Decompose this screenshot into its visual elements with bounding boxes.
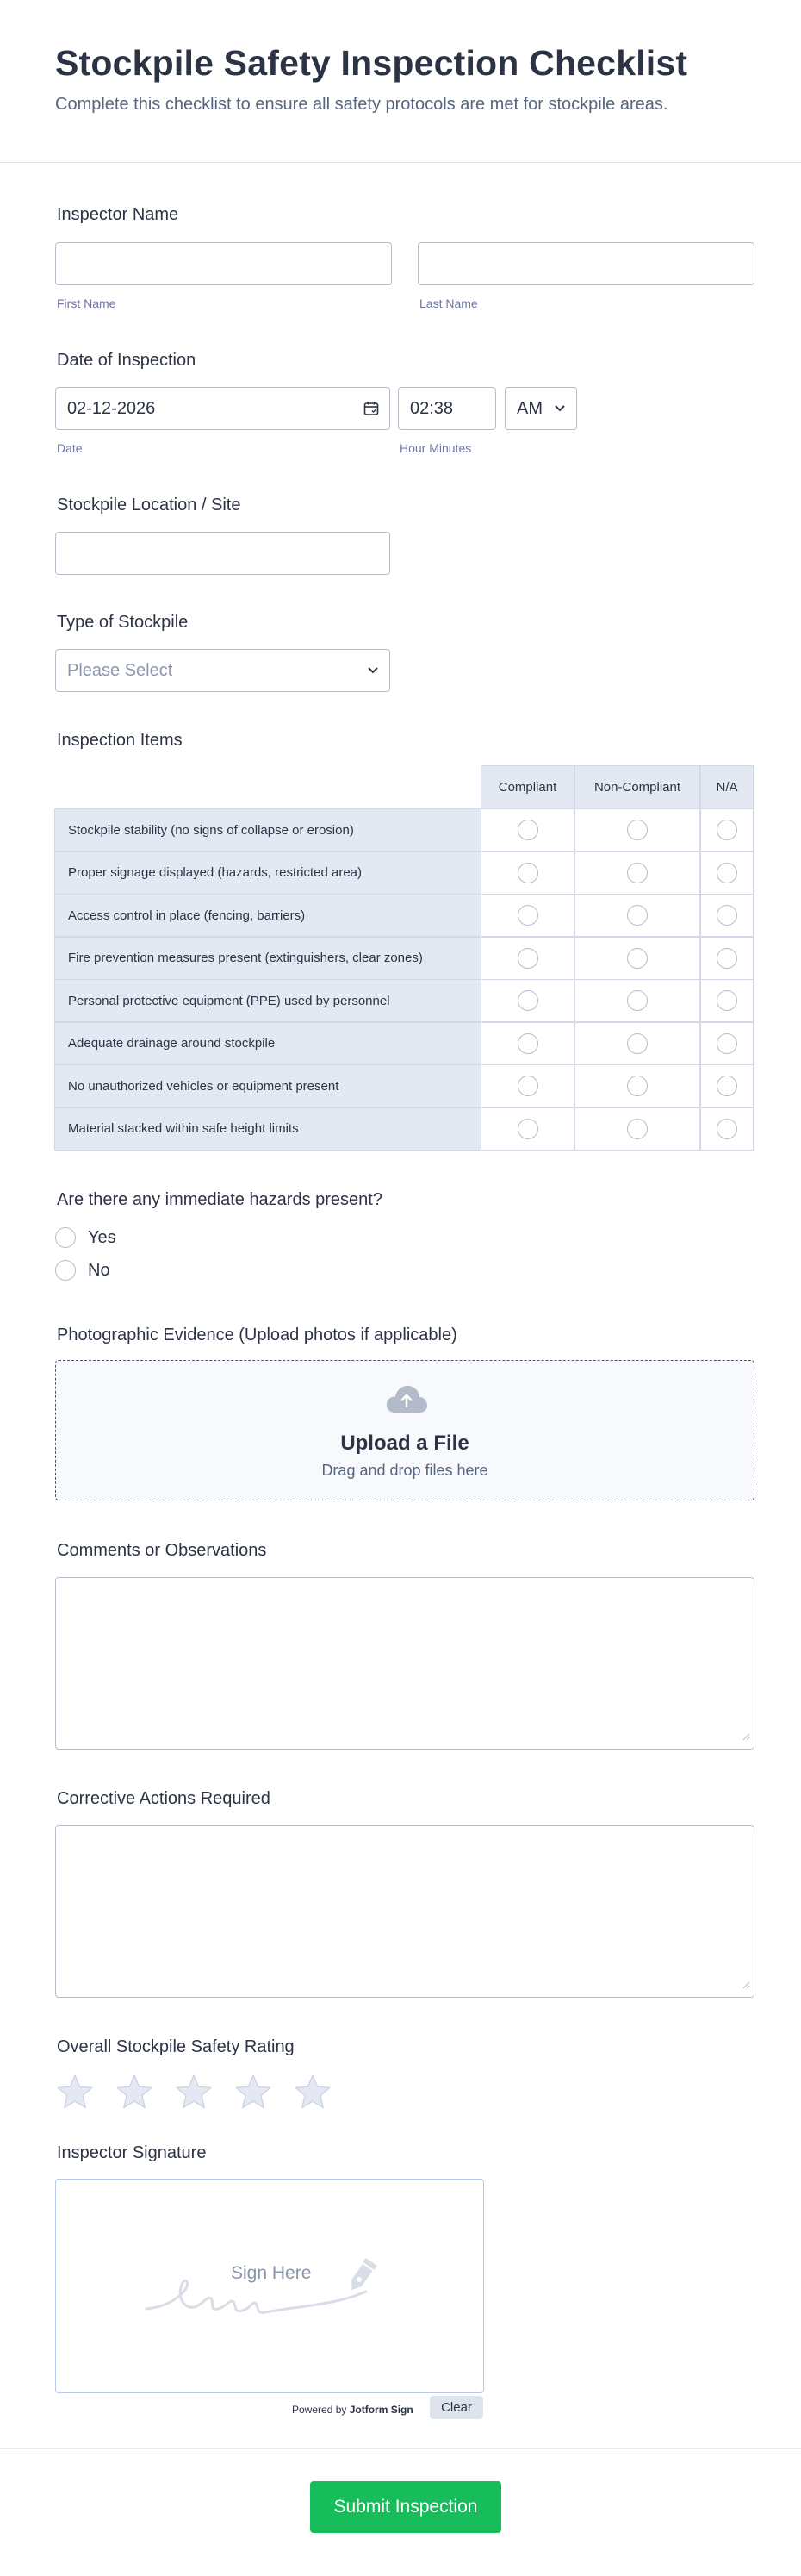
matrix-radio-button[interactable] bbox=[627, 820, 648, 840]
matrix-radio-button[interactable] bbox=[717, 1033, 737, 1054]
matrix-radio-button[interactable] bbox=[627, 863, 648, 883]
matrix-row-label: Adequate drainage around stockpile bbox=[54, 1022, 481, 1065]
inspection-items-label: Inspection Items bbox=[57, 731, 183, 750]
form-title: Stockpile Safety Inspection Checklist bbox=[55, 43, 688, 83]
matrix-cell bbox=[574, 1064, 700, 1107]
matrix-row bbox=[55, 1108, 754, 1151]
matrix-row-label: Fire prevention measures present (extinguishers, clear zones) bbox=[54, 937, 481, 980]
matrix-radio-button[interactable] bbox=[717, 1119, 737, 1139]
matrix-cell bbox=[481, 979, 574, 1022]
matrix-radio-button[interactable] bbox=[518, 1119, 538, 1139]
comments-textarea[interactable] bbox=[55, 1577, 754, 1750]
matrix-radio-button[interactable] bbox=[518, 905, 538, 926]
ampm-select[interactable] bbox=[505, 387, 577, 430]
corrective-actions-label: Corrective Actions Required bbox=[57, 1789, 270, 1808]
star-rating bbox=[55, 2073, 352, 2111]
calendar-icon[interactable] bbox=[363, 401, 379, 416]
rating-label: Overall Stockpile Safety Rating bbox=[57, 2037, 295, 2056]
hazards-option-label: Yes bbox=[88, 1227, 116, 1247]
hazards-option-no[interactable] bbox=[55, 1260, 110, 1281]
ampm-value: AM bbox=[517, 398, 543, 418]
matrix-cell bbox=[700, 894, 754, 937]
matrix-cell bbox=[700, 808, 754, 851]
matrix-cell bbox=[574, 894, 700, 937]
matrix-cell bbox=[481, 1022, 574, 1065]
first-name-sublabel: First Name bbox=[57, 296, 116, 310]
matrix-cell bbox=[574, 851, 700, 895]
matrix-cell bbox=[481, 808, 574, 851]
matrix-radio-button[interactable] bbox=[518, 948, 538, 969]
matrix-row bbox=[55, 852, 754, 895]
time-input[interactable] bbox=[398, 387, 496, 430]
upload-title: Upload a File bbox=[340, 1431, 469, 1455]
matrix-cell bbox=[700, 1064, 754, 1107]
matrix-cell bbox=[481, 894, 574, 937]
hazards-label: Are there any immediate hazards present? bbox=[57, 1190, 382, 1209]
matrix-radio-button[interactable] bbox=[717, 905, 737, 926]
file-upload-dropzone[interactable] bbox=[55, 1360, 754, 1500]
matrix-cell bbox=[574, 1022, 700, 1065]
matrix-cell bbox=[700, 1107, 754, 1151]
matrix-row-label: Stockpile stability (no signs of collapse or erosion) bbox=[54, 808, 481, 851]
resize-grip-icon[interactable] bbox=[742, 1978, 750, 1993]
upload-subtitle: Drag and drop files here bbox=[321, 1462, 488, 1479]
cloud-upload-icon bbox=[385, 1383, 428, 1419]
signature-scribble-icon bbox=[56, 2180, 485, 2394]
signature-label: Inspector Signature bbox=[57, 2143, 207, 2162]
matrix-row bbox=[55, 938, 754, 981]
chevron-down-icon bbox=[367, 666, 379, 675]
matrix-radio-button[interactable] bbox=[717, 863, 737, 883]
matrix-cell bbox=[700, 979, 754, 1022]
matrix-row-label: Material stacked within safe height limits bbox=[54, 1107, 481, 1151]
matrix-column-header: Compliant bbox=[481, 765, 574, 808]
matrix-radio-button[interactable] bbox=[627, 905, 648, 926]
radio-button[interactable] bbox=[55, 1227, 76, 1248]
matrix-row-label: Proper signage displayed (hazards, restricted area) bbox=[54, 851, 481, 895]
matrix-row bbox=[55, 1065, 754, 1108]
matrix-radio-button[interactable] bbox=[627, 948, 648, 969]
matrix-cell bbox=[700, 851, 754, 895]
hazards-option-label: No bbox=[88, 1260, 110, 1280]
matrix-radio-button[interactable] bbox=[627, 1119, 648, 1139]
powered-by-brand: Jotform Sign bbox=[349, 2404, 413, 2416]
radio-button[interactable] bbox=[55, 1260, 76, 1281]
resize-grip-icon[interactable] bbox=[742, 1730, 750, 1745]
first-name-input[interactable] bbox=[55, 242, 392, 285]
matrix-cell bbox=[574, 808, 700, 851]
inspector-name-label: Inspector Name bbox=[57, 205, 179, 224]
matrix-radio-button[interactable] bbox=[717, 990, 737, 1011]
matrix-cell bbox=[481, 937, 574, 980]
last-name-sublabel: Last Name bbox=[419, 296, 478, 310]
matrix-column-header: Non-Compliant bbox=[574, 765, 700, 808]
matrix-cell bbox=[700, 937, 754, 980]
photo-upload-label: Photographic Evidence (Upload photos if applicable) bbox=[57, 1325, 457, 1344]
location-label: Stockpile Location / Site bbox=[57, 496, 241, 515]
signature-pad[interactable] bbox=[55, 2179, 484, 2393]
matrix-row bbox=[55, 895, 754, 938]
powered-by-prefix: Powered by bbox=[292, 2404, 347, 2416]
signature-placeholder: Sign Here bbox=[231, 2263, 312, 2283]
matrix-radio-button[interactable] bbox=[717, 948, 737, 969]
matrix-cell bbox=[574, 979, 700, 1022]
last-name-input[interactable] bbox=[418, 242, 754, 285]
matrix-column-header: N/A bbox=[700, 765, 754, 808]
star-icon[interactable] bbox=[55, 2073, 95, 2111]
matrix-cell bbox=[574, 1107, 700, 1151]
matrix-radio-button[interactable] bbox=[717, 1076, 737, 1096]
stockpile-type-select[interactable] bbox=[55, 649, 390, 692]
stockpile-type-label: Type of Stockpile bbox=[57, 613, 189, 632]
matrix-radio-button[interactable] bbox=[518, 1033, 538, 1054]
time-value: 02:38 bbox=[410, 398, 454, 418]
matrix-radio-button[interactable] bbox=[518, 1076, 538, 1096]
date-sublabel: Date bbox=[57, 441, 83, 455]
date-of-inspection-label: Date of Inspection bbox=[57, 351, 196, 370]
matrix-cell bbox=[574, 937, 700, 980]
star-icon[interactable] bbox=[293, 2073, 332, 2111]
star-icon[interactable] bbox=[233, 2073, 273, 2111]
location-input[interactable] bbox=[55, 532, 390, 575]
clear-signature-button[interactable]: Clear bbox=[430, 2396, 483, 2419]
matrix-radio-button[interactable] bbox=[518, 820, 538, 840]
matrix-row-label: No unauthorized vehicles or equipment present bbox=[54, 1064, 481, 1107]
date-input[interactable] bbox=[55, 387, 390, 430]
hazards-option-yes[interactable] bbox=[55, 1227, 116, 1248]
matrix-row bbox=[55, 1023, 754, 1066]
matrix-cell bbox=[481, 1107, 574, 1151]
matrix-radio-button[interactable] bbox=[627, 1033, 648, 1054]
matrix-radio-button[interactable] bbox=[518, 990, 538, 1011]
matrix-row-label: Access control in place (fencing, barriers) bbox=[54, 894, 481, 937]
comments-label: Comments or Observations bbox=[57, 1541, 267, 1560]
matrix-cell bbox=[700, 1022, 754, 1065]
matrix-radio-button[interactable] bbox=[627, 990, 648, 1011]
matrix-row bbox=[55, 980, 754, 1023]
form-header bbox=[0, 0, 801, 163]
matrix-radio-button[interactable] bbox=[518, 863, 538, 883]
chevron-down-icon bbox=[554, 404, 566, 413]
stockpile-type-placeholder: Please Select bbox=[67, 660, 173, 680]
submit-button[interactable]: Submit Inspection bbox=[310, 2481, 501, 2533]
matrix-radio-button[interactable] bbox=[627, 1076, 648, 1096]
matrix-header-row bbox=[55, 766, 754, 809]
matrix-radio-button[interactable] bbox=[717, 820, 737, 840]
corrective-actions-textarea[interactable] bbox=[55, 1825, 754, 1998]
powered-by-text bbox=[292, 2404, 413, 2416]
time-sublabel: Hour Minutes bbox=[400, 441, 472, 455]
matrix-cell bbox=[481, 1064, 574, 1107]
star-icon[interactable] bbox=[115, 2073, 154, 2111]
matrix-row-label: Personal protective equipment (PPE) used by personnel bbox=[54, 979, 481, 1022]
form-subtitle: Complete this checklist to ensure all safety protocols are met for stockpile areas. bbox=[55, 95, 668, 114]
star-icon[interactable] bbox=[174, 2073, 214, 2111]
matrix-row bbox=[55, 809, 754, 852]
date-value: 02-12-2026 bbox=[67, 398, 156, 418]
matrix-cell bbox=[481, 851, 574, 895]
